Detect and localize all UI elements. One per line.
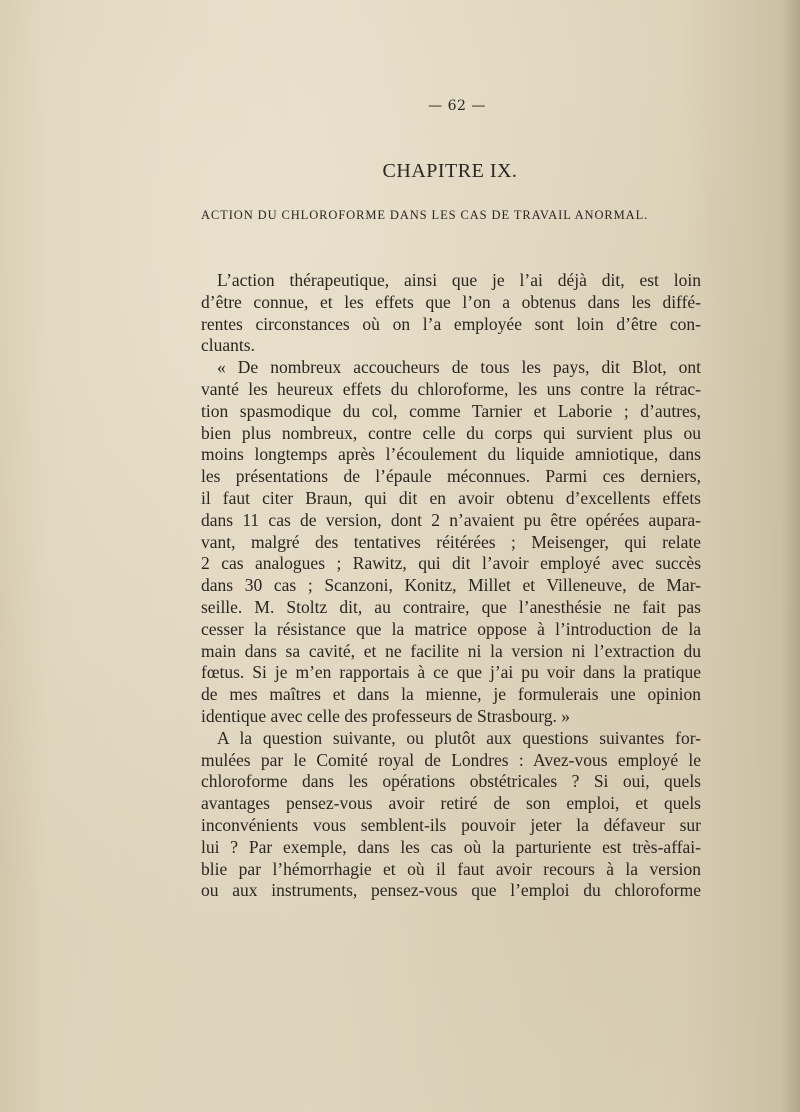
text-line: de mes maîtres et dans la mienne, je formulerais une opinion [201,684,701,705]
text-line: blie par l’hémorrhagie et où il faut avoir recours à la version [201,858,701,879]
text-line: vant, malgré des tentatives réitérées ; Meisenger, qui relate [201,531,701,552]
text-line: rentes circonstances où on l’a employée sont loin d’être con- [201,313,701,334]
text-line: lui ? Par exemple, dans les cas où la parturiente est très-affai- [201,836,701,857]
text-line: main dans sa cavité, et ne facilite ni la version ni l’extraction du [201,640,701,661]
text-line: 2 cas analogues ; Rawitz, qui dit l’avoir employé avec succès [201,553,701,574]
text-line: cesser la résistance que la matrice oppose à l’introduction de la [201,618,701,639]
body-text [201,270,701,902]
text-line: identique avec celle des professeurs de Strasbourg. » [201,705,571,726]
text-line: moins longtemps après l’écoulement du liquide amniotique, dans [201,444,701,465]
text-line: dans 11 cas de version, dont 2 n’avaient pu être opérées aupara- [201,509,701,530]
text-line: ou aux instruments, pensez-vous que l’emploi du chloroforme [201,880,701,901]
text-line: chloroforme dans les opérations obstétricales ? Si oui, quels [201,771,701,792]
text-line: « De nombreux accoucheurs de tous les pays, dit Blot, ont [217,357,701,378]
text-line: fœtus. Si je m’en rapportais à ce que j’ai pu voir dans la pratique [201,662,701,683]
text-line: inconvénients vous semblent-ils pouvoir jeter la défaveur sur [201,814,701,835]
text-line: A la question suivante, ou plutôt aux questions suivantes for- [217,727,701,748]
text-line: seille. M. Stoltz dit, au contraire, que l’anesthésie ne fait pas [201,596,701,617]
text-line: bien plus nombreux, contre celle du corps qui survient plus ou [201,422,701,443]
text-line: vanté les heureux effets du chloroforme, les uns contre la rétrac- [201,378,701,399]
text-line: tion spasmodique du col, comme Tarnier et Laborie ; d’autres, [201,400,701,421]
text-line: d’être connue, et les effets que l’on a obtenus dans les diffé- [201,291,701,312]
chapter-title: CHAPITRE IX. [382,160,518,182]
text-line: dans 30 cas ; Scanzoni, Konitz, Millet et Villeneuve, de Mar- [201,575,701,596]
text-line: cluants. [201,335,255,356]
section-title: ACTION DU CHLOROFORME DANS LES CAS DE TRAVAIL ANORMAL. [201,208,649,222]
text-line: avantages pensez-vous avoir retiré de son emploi, et quels [201,793,701,814]
text-line: mulées par le Comité royal de Londres : Avez-vous employé le [201,749,701,770]
text-line: L’action thérapeutique, ainsi que je l’ai déjà dit, est loin [217,270,701,290]
text-line: il faut citer Braun, qui dit en avoir obtenu d’excellents effets [201,487,701,508]
page-number: — 62 — [428,98,486,114]
text-line: les présentations de l’épaule méconnues. Parmi ces derniers, [201,466,701,487]
